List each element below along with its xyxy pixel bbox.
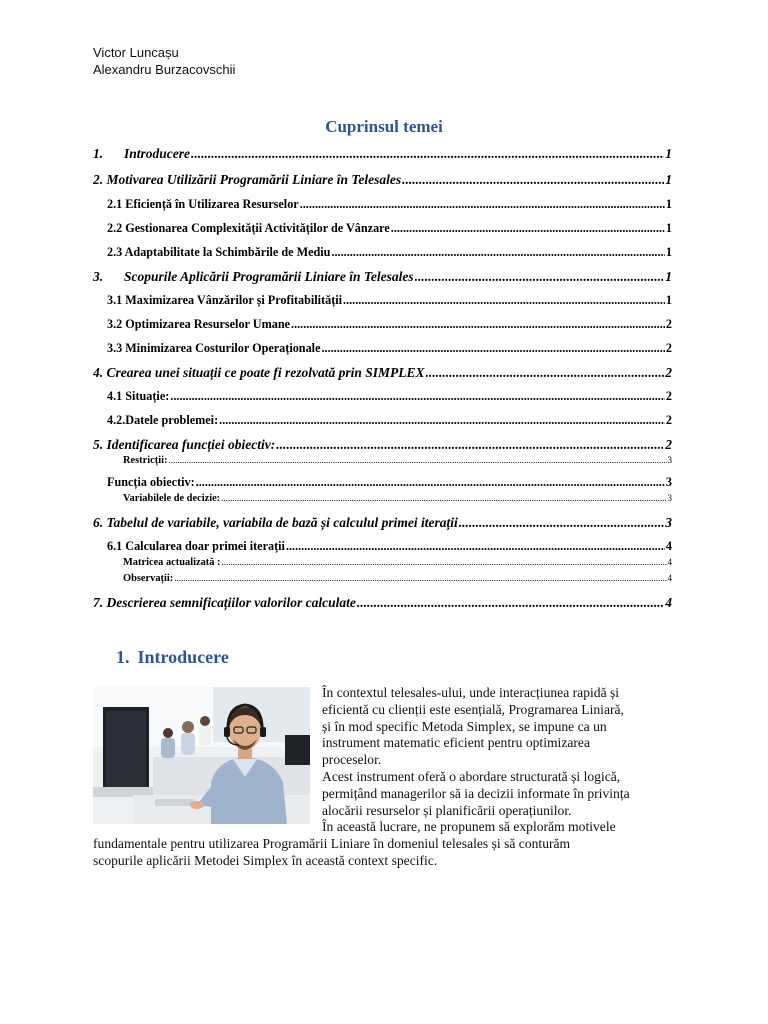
toc-entry-text: 6. Tabelul de variabile, variabila de bază și calculul primei iterații <box>93 515 458 530</box>
toc-entry[interactable] <box>93 455 672 466</box>
toc-leader-dots <box>286 539 665 554</box>
toc-page-number: 1 <box>665 245 672 259</box>
toc-entry[interactable] <box>93 197 672 212</box>
toc-entry[interactable] <box>93 413 672 428</box>
toc-page-number: 3 <box>665 515 672 530</box>
paragraph-line: fundamentale pentru utilizarea Programării Liniare în domeniul telesales și să conturăm <box>93 836 571 851</box>
toc-entry-text: 4.1 Situație: <box>107 389 170 403</box>
toc-entry[interactable] <box>93 515 672 531</box>
paragraph-line: permițând managerilor să ia decizii informate în privința <box>322 785 630 801</box>
intro-paragraph-wrapped <box>322 685 674 836</box>
toc-entry-label <box>107 341 320 356</box>
toc-leader-dots <box>331 245 664 260</box>
toc-entry[interactable] <box>93 172 672 188</box>
toc-entry-label <box>123 455 167 466</box>
toc-entry-label <box>93 172 401 188</box>
toc-entry-label <box>93 595 356 611</box>
toc-leader-dots <box>191 146 664 162</box>
toc-page-number: 2 <box>665 341 672 355</box>
toc-page-number: 2 <box>665 437 672 452</box>
toc-entry-text: Observații: <box>123 573 174 584</box>
toc-leader-dots <box>391 221 665 236</box>
toc-page-number: 1 <box>665 197 672 211</box>
toc-leader-dots <box>174 573 666 583</box>
toc-entry-text: Variabilele de decizie: <box>123 493 221 504</box>
toc-entry[interactable] <box>93 475 672 490</box>
toc-leader-dots <box>219 413 665 428</box>
toc-leader-dots <box>402 172 664 188</box>
author-name: Victor Luncașu <box>93 45 179 60</box>
toc-entry-text: 4. Crearea unei situații ce poate fi rezolvată prin SIMPLEX <box>93 365 425 380</box>
toc-entry-text: Scopurile Aplicării Programării Liniare în Telesales <box>124 269 414 284</box>
toc-leader-dots <box>426 365 665 381</box>
toc-entry-number: 3. <box>93 269 104 284</box>
toc-leader-dots <box>321 341 664 356</box>
toc-entry-label <box>93 365 425 381</box>
toc-leader-dots <box>221 493 666 503</box>
toc-page-number: 2 <box>665 413 672 427</box>
toc-page-number: 1 <box>665 221 672 235</box>
toc-entry-text: Introducere <box>124 146 191 161</box>
toc-entry[interactable] <box>93 595 672 611</box>
authors <box>93 44 235 78</box>
toc-entry-label <box>107 317 290 332</box>
toc-page-number: 1 <box>665 293 672 307</box>
intro-paragraph-continued <box>93 836 678 870</box>
paragraph-line: instrument matematic eficient pentru optimizarea <box>322 735 590 751</box>
toc-entry[interactable] <box>93 221 672 236</box>
toc-entry-label <box>93 515 458 531</box>
toc-entry-text: 2.2 Gestionarea Complexității Activităților de Vânzare <box>107 221 390 235</box>
author-name: Alexandru Burzacovschii <box>93 62 236 77</box>
toc-entry-label <box>107 539 285 554</box>
toc-entry-text: 7. Descrierea semnificațiilor valorilor calculate <box>93 595 356 610</box>
toc-entry[interactable] <box>93 365 672 381</box>
paragraph-line: și în mod specific Metoda Simplex, se impune ca un <box>322 718 607 734</box>
toc-page-number: 3 <box>667 455 672 465</box>
toc-entry-text: 6.1 Calcularea doar primei iterații <box>107 539 285 553</box>
toc-leader-dots <box>459 515 665 531</box>
toc-entry[interactable] <box>93 146 672 162</box>
toc-title: Cuprinsul temei <box>325 117 443 136</box>
toc-entry[interactable] <box>93 341 672 356</box>
toc-entry-label <box>93 437 275 453</box>
paragraph-line: scopurile aplicării Metodei Simplex în această context specific. <box>93 852 438 868</box>
toc-page-number: 1 <box>665 269 672 284</box>
toc-entry-label <box>107 245 330 260</box>
paragraph-line: eficientă cu clienții este esențială, Programarea Liniară, <box>322 701 624 717</box>
paragraph-line: În această lucrare, ne propunem să explorăm motivele <box>322 819 616 835</box>
toc-leader-dots <box>276 437 664 453</box>
section-title: Introducere <box>137 647 229 667</box>
toc-entry-label <box>123 557 221 568</box>
toc-entry[interactable] <box>93 493 672 504</box>
toc-entry[interactable] <box>93 317 672 332</box>
toc-entry[interactable] <box>93 389 672 404</box>
toc-entry-text: 3.3 Minimizarea Costurilor Operaționale <box>107 341 321 355</box>
office-photo <box>93 687 310 824</box>
toc-entry-label <box>123 573 173 584</box>
toc-page-number: 3 <box>665 475 672 489</box>
toc-entry-label <box>123 493 220 504</box>
toc-entry[interactable] <box>93 557 672 568</box>
toc-leader-dots <box>300 197 665 212</box>
toc-page-number: 1 <box>665 146 672 161</box>
toc-entry-number: 1. <box>93 146 104 161</box>
toc-leader-dots <box>357 595 664 611</box>
toc-entry[interactable] <box>93 293 672 308</box>
section-number: 1. <box>116 647 130 667</box>
toc-entry-text: 3.1 Maximizarea Vânzărilor și Profitabilității <box>107 293 343 307</box>
toc-entry[interactable] <box>93 269 672 285</box>
toc-leader-dots <box>222 557 667 567</box>
paragraph-line: proceselor. <box>322 752 382 768</box>
toc-leader-dots <box>415 269 665 285</box>
toc-entry[interactable] <box>93 245 672 260</box>
toc-page-number: 4 <box>667 557 672 567</box>
toc-entry-text: 3.2 Optimizarea Resurselor Umane <box>107 317 291 331</box>
toc-entry-label <box>107 475 195 490</box>
toc-entry-label <box>107 293 342 308</box>
toc-entry-label <box>107 389 169 404</box>
toc-leader-dots <box>291 317 665 332</box>
toc-page-number: 4 <box>667 573 672 583</box>
toc-leader-dots <box>170 389 665 404</box>
toc-page-number: 1 <box>665 172 672 187</box>
toc-entry[interactable] <box>93 437 672 453</box>
call-center-illustration <box>93 687 310 824</box>
toc-leader-dots <box>168 455 666 465</box>
toc-leader-dots <box>343 293 665 308</box>
toc-entry-text: 2.3 Adaptabilitate la Schimbările de Mediu <box>107 245 331 259</box>
toc-page-number: 4 <box>665 539 672 553</box>
toc-entry-text: Matricea actualizată : <box>123 557 221 568</box>
toc-page-number: 2 <box>665 365 672 380</box>
toc-page-number: 2 <box>665 389 672 403</box>
paragraph-line: alocării resurselor și planificării operațiunilor. <box>322 802 572 818</box>
toc-entry-text: Restricții: <box>123 455 168 466</box>
paragraph-line: În contextul telesales-ului, unde interacțiunea rapidă și <box>322 685 620 700</box>
paragraph-line: Acest instrument oferă o abordare structurată și logică, <box>322 768 621 784</box>
toc-page-number: 3 <box>667 493 672 503</box>
toc-entry[interactable] <box>93 573 672 584</box>
toc-leader-dots <box>196 475 665 490</box>
section-heading <box>116 647 229 668</box>
toc-entry-label <box>93 146 190 162</box>
toc-entry-text: Funcția obiectiv: <box>107 475 195 489</box>
toc-entry-label <box>107 413 218 428</box>
toc-entry-text: 4.2.Datele problemei: <box>107 413 219 427</box>
toc-page-number: 2 <box>665 317 672 331</box>
toc-entry-label <box>107 197 299 212</box>
toc-page-number: 4 <box>665 595 672 610</box>
toc-entry-text: 2. Motivarea Utilizării Programării Liniare în Telesales <box>93 172 402 187</box>
toc-entry-label <box>107 221 390 236</box>
toc-entry[interactable] <box>93 539 672 554</box>
toc-entry-text: 5. Identificarea funcției obiectiv: <box>93 437 276 452</box>
toc-entry-label <box>93 269 414 285</box>
toc-entry-text: 2.1 Eficiență în Utilizarea Resurselor <box>107 197 299 211</box>
